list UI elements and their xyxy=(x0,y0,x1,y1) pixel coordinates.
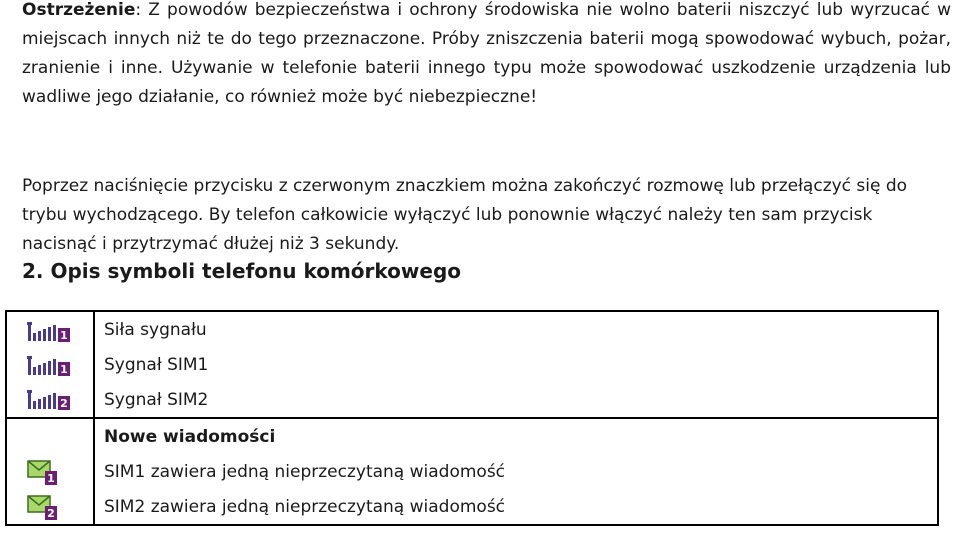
message-icons-cell xyxy=(6,418,94,525)
messages-section-row xyxy=(6,418,938,525)
signal-section-row xyxy=(6,311,938,418)
envelope-sim1-icon xyxy=(27,460,59,486)
sim1-unread-label: SIM1 zawiera jedną nieprzeczytaną wiadomość xyxy=(104,462,506,482)
signal-bars-sim1-icon xyxy=(27,354,71,378)
message-labels-cell xyxy=(94,418,938,525)
new-messages-header: Nowe wiadomości xyxy=(104,427,276,447)
symbols-table xyxy=(5,310,939,526)
warning-separator: : xyxy=(135,0,149,20)
sim2-unread-label: SIM2 zawiera jedną nieprzeczytaną wiadomość xyxy=(104,497,506,517)
signal-labels-cell xyxy=(94,311,938,418)
sim1-signal-label: Sygnał SIM1 xyxy=(104,355,209,375)
signal-icons-cell xyxy=(6,311,94,418)
battery-warning-paragraph xyxy=(22,0,951,112)
signal-bars-sim2-icon xyxy=(27,388,71,412)
signal-strength-label: Siła sygnału xyxy=(104,320,207,340)
sim-digit-2: 2 xyxy=(47,507,55,520)
signal-bars-sim1-icon xyxy=(27,320,71,344)
section-heading: 2. Opis symboli telefonu komórkowego xyxy=(22,259,462,283)
sim2-signal-label: Sygnał SIM2 xyxy=(104,390,209,410)
sim-digit-1: 1 xyxy=(60,363,68,376)
warning-label: Ostrzeżenie xyxy=(22,0,136,20)
envelope-sim2-icon xyxy=(27,495,59,521)
sim-digit-2: 2 xyxy=(60,397,68,410)
warning-text: Z powodów bezpieczeństwa i ochrony środowiska nie wolno baterii niszczyć lub wyrzucać w miejscach innych niż te do tego przeznaczone. Próby zniszczenia baterii mogą spowodować wybuch, pożar, zranienie i inne. Używanie w telefonie baterii innego typu może spowodować uszkodzenie urządzenia lub wadliwe jego działanie, co również może być niebezpieczne! xyxy=(22,0,951,107)
power-button-paragraph: Poprzez naciśnięcie przycisku z czerwonym znaczkiem można zakończyć rozmowę lub przełączyć się do trybu wychodzącego. By telefon całkowicie wyłączyć lub ponownie włączyć należy ten sam przycisk nacisnąć i przytrzymać dłużej niż 3 sekundy. xyxy=(22,176,908,254)
sim-digit-1: 1 xyxy=(60,329,68,342)
sim-digit-1: 1 xyxy=(47,472,55,485)
